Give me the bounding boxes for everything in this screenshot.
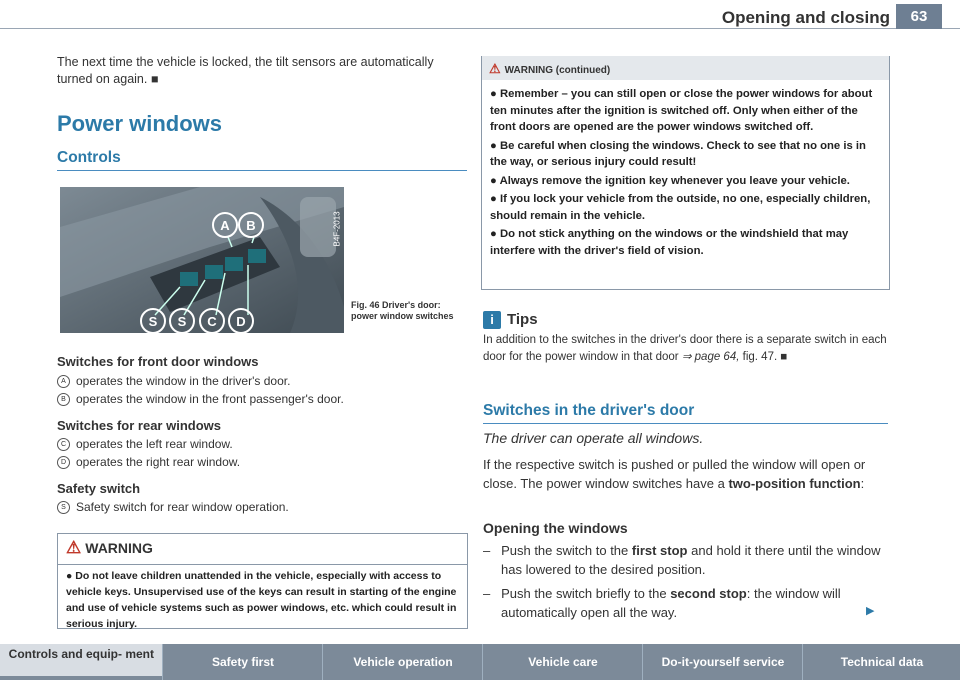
bullet-icon: ● (490, 174, 497, 187)
badge-d: D (57, 456, 70, 469)
list-item: ● If you lock your vehicle from the outside, no one, especially children, should remain in the vehicle. (490, 193, 871, 222)
door-switch-figure (60, 187, 344, 333)
tab-controls-and-equipment[interactable]: Controls and equip- ment (0, 644, 162, 676)
warning-box (57, 533, 468, 629)
warning-continued-text (490, 86, 883, 259)
badge-a: A (57, 375, 70, 388)
continue-arrow-icon: ▶ (866, 605, 875, 617)
bullet-icon: ● (66, 570, 73, 582)
page-number: 63 (896, 4, 942, 29)
list-item: D operates the right rear window. (57, 454, 467, 470)
svg-text:A: A (220, 218, 230, 233)
footer-nav (0, 644, 960, 680)
tab-technical-data[interactable]: Technical data (802, 644, 960, 680)
svg-text:S: S (177, 314, 187, 329)
driver-door-heading: Switches in the driver's door (483, 402, 695, 419)
section-heading: Power windows (57, 111, 223, 136)
lead-text: The driver can operate all windows. (483, 430, 704, 446)
svg-text:S: S (148, 314, 158, 329)
svg-text:B: B (246, 218, 256, 233)
svg-text:C: C (207, 314, 217, 329)
badge-c: C (57, 438, 70, 451)
tab-vehicle-care[interactable]: Vehicle care (482, 644, 643, 680)
warning-continued-header: ⚠ WARNING (continued) (481, 56, 889, 80)
warning-text: ● Do not leave children unattended in the vehicle, especially with access to vehicle keys. Unsupervised use of the keys can result in starting of the engine and use of vehicle systems such as power windows, etc. which could result in serious injury. (66, 570, 457, 630)
warning-triangle-icon: ⚠ (489, 61, 501, 76)
badge-s: S (57, 501, 70, 514)
intro-paragraph: The next time the vehicle is locked, the tilt sensors are automatically turned on again. ■ (57, 55, 434, 86)
warning-triangle-icon: ⚠ (66, 538, 82, 557)
list-item: B operates the window in the front passenger's door. (57, 391, 467, 407)
tips-text: In addition to the switches in the driver's door there is a separate switch in each door for the power window in that door ⇒ page 64, fig. 47. ■ (483, 334, 887, 363)
subsection-rule (483, 423, 888, 424)
bullet-icon: ● (490, 228, 497, 240)
header-rule (0, 28, 960, 29)
tab-do-it-yourself-service[interactable]: Do-it-yourself service (642, 644, 803, 680)
figure-caption: Fig. 46 Driver's door: power window switches (351, 300, 454, 321)
opening-windows-title: Opening the windows (483, 520, 628, 536)
front-switches-title: Switches for front door windows (57, 354, 259, 369)
tips-heading: i Tips (483, 311, 538, 329)
tab-safety-first[interactable]: Safety first (162, 644, 323, 680)
list-item: ● Remember – you can still open or close the power windows for about ten minutes after the ignition is switched off. Only when either of the front doors are opened are the power windows switched off. (490, 88, 873, 133)
door-panel-illustration (60, 187, 344, 333)
bullet-icon: ● (490, 88, 497, 100)
safety-switch-title: Safety switch (57, 481, 141, 496)
list-item: – Push the switch briefly to the second stop: the window will automatically open all the way. (483, 586, 841, 620)
list-item: A operates the window in the driver's door. (57, 373, 467, 389)
tab-vehicle-operation[interactable]: Vehicle operation (322, 644, 483, 680)
list-item: S Safety switch for rear window operation. (57, 499, 467, 515)
warning-rule (58, 564, 467, 565)
section-title: Opening and closing (721, 8, 890, 27)
warning-heading: ⚠ WARNING (66, 538, 153, 557)
rear-switches-title: Switches for rear windows (57, 418, 221, 433)
list-item: ● Be careful when closing the windows. Check to see that no one is in the way, or serious injury could result! (490, 139, 866, 168)
page-reference-link[interactable]: ⇒ page 64, (681, 351, 740, 363)
list-item: C operates the left rear window. (57, 436, 467, 452)
svg-text:D: D (236, 314, 246, 329)
figure-code: B4F-2013 (332, 211, 342, 247)
badge-b: B (57, 393, 70, 406)
info-icon: i (483, 311, 501, 329)
list-item: ● Always remove the ignition key whenever you leave your vehicle. (490, 174, 850, 187)
warning-continued-box (481, 56, 890, 290)
subsection-rule (57, 170, 467, 171)
bullet-icon: ● (490, 139, 497, 152)
list-item: – Push the switch to the first stop and hold it there until the window has lowered to the desired position. (483, 543, 881, 577)
body-paragraph: If the respective switch is pushed or pulled the window will open or close. The power window switches have a two-position function: (483, 457, 866, 491)
list-item: ● Do not stick anything on the windows or the windshield that may interfere with the driver's field of vision. (490, 228, 849, 257)
bullet-icon: ● (490, 193, 497, 205)
subsection-heading: Controls (57, 149, 121, 166)
